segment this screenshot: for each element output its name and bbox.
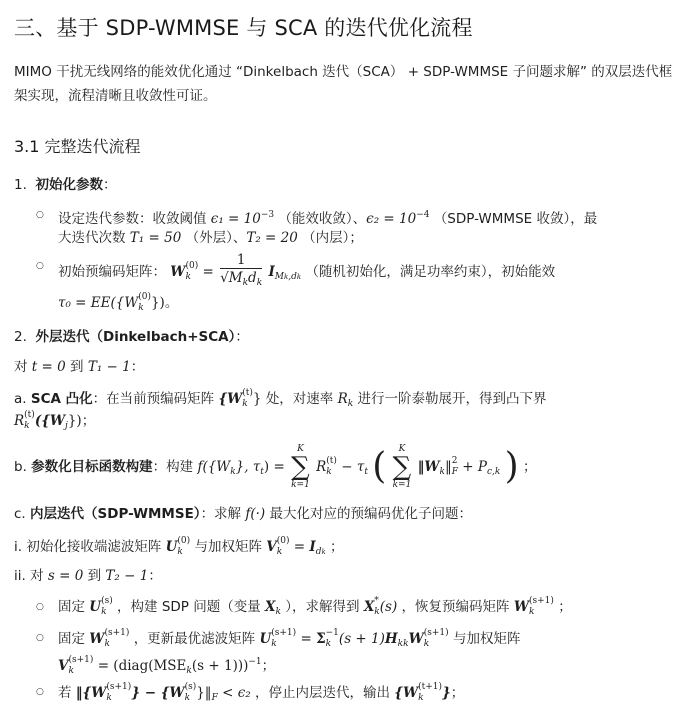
b-Rsup: (t) (326, 456, 337, 466)
i-Vsub: k (276, 547, 283, 557)
a-Wsup: (t) (242, 388, 253, 398)
sum-lower-2: k=1 (392, 480, 412, 490)
eps2-exponent: −4 (416, 210, 430, 220)
a-lbsub: k (24, 421, 30, 431)
step1-bullet2-line2 (58, 292, 178, 314)
p3-sub1: k (106, 693, 112, 703)
p2-H: H (384, 631, 398, 647)
right-paren-icon: ) (504, 446, 519, 487)
b-end: ； (522, 459, 537, 475)
p2-Vend: (s + 1))) (191, 658, 249, 674)
p2-Veq: = (diag(MSE (93, 658, 187, 674)
tau0-sup: (0) (138, 292, 151, 302)
step-i-line (14, 536, 344, 562)
p2-Hsub: kk (397, 639, 409, 649)
p2-W2sup: (s+1) (423, 628, 449, 638)
p2-Vexp: −1 (248, 657, 262, 667)
loop-a: 对 (14, 359, 32, 375)
b1-text-e: （外层）、 (185, 230, 247, 246)
step-ii-line (14, 566, 162, 586)
i-eq: = (293, 539, 310, 555)
step2-colon: ： (235, 329, 249, 345)
b-f2: }, τ (235, 459, 261, 475)
bullet-icon: ○ (36, 633, 44, 643)
i-text2: 与加权矩阵 (194, 539, 267, 555)
b-Rsub: k (326, 467, 332, 477)
b-normend: ‖ (445, 459, 452, 475)
p1-Xsub: k (275, 607, 281, 617)
p2-Wsup: (s+1) (104, 628, 130, 638)
b1-text-f: （内层）； (302, 230, 363, 246)
b-normsub: k (439, 467, 445, 477)
p3-expr3: }‖ (196, 685, 212, 701)
p3-sub3: F (211, 693, 218, 703)
W0-matrix: W (170, 264, 186, 280)
b-minus: − τ (341, 459, 365, 475)
step2-header (14, 327, 249, 347)
p2-Sig: Σ (316, 631, 326, 647)
d-symbol: d (248, 270, 257, 286)
i-Isub2: k (321, 548, 326, 556)
identity-sub-M: M (274, 272, 284, 282)
p2-Vsub: k (68, 666, 74, 676)
b1-text-c: （SDP-WMMSE 收敛），最 (433, 211, 598, 227)
i-Usub: k (177, 547, 183, 557)
p2-eq: = (300, 631, 317, 647)
left-paren-icon: ( (372, 446, 387, 487)
p3-sup1: (s+1) (106, 682, 132, 692)
b2-text-a: 初始预编码矩阵： (58, 264, 166, 280)
c-f: f(·) (245, 506, 266, 522)
p3-outend: } (442, 685, 451, 701)
step1-title: 初始化参数 (35, 177, 103, 193)
p2-W: W (89, 631, 105, 647)
T1-expr: T₁ = 50 (129, 230, 182, 246)
sum-operator-2 (393, 444, 412, 490)
p2-Sigsup: −1 (325, 628, 339, 638)
p1-Xssub: k (374, 607, 380, 617)
b-plus: + P (462, 459, 487, 475)
i-I: I (309, 539, 316, 555)
p3-outsup: (t+1) (418, 682, 443, 692)
b-norm: ‖W (417, 459, 440, 475)
loop-T: T₁ − 1 (87, 359, 131, 375)
ii-T: T₂ − 1 (105, 568, 149, 584)
a-title: SCA 凸化 (30, 391, 93, 407)
page-heading: 三、基于 SDP-WMMSE 与 SCA 的迭代优化流程 (14, 16, 473, 40)
W0-sub: k (185, 272, 191, 282)
sum-lower: k=1 (291, 480, 310, 490)
tau0-sub: k (138, 303, 144, 313)
b2-text-b: （随机初始化，满足功率约束），初始能效 (305, 264, 556, 280)
intro-paragraph: MIMO 干扰无线网络的能效优化通过 “Dinkelbach 迭代（SCA） + SDP-WMMSE 子问题求解” 的双层迭代框架实现，流程清晰且收敛性可证。 (14, 64, 673, 104)
p2-Wsub: k (104, 639, 110, 649)
p3-sub2: k (184, 693, 191, 703)
W0-sup: (0) (185, 261, 199, 271)
p3-b: ，停止内层迭代，输出 (254, 685, 395, 701)
a-Wend: } (252, 391, 262, 407)
b1-text-d: 大迭代次数 (58, 230, 130, 246)
p2-b: ，更新最优滤波矩阵 (133, 631, 260, 647)
b-f: f({W (197, 459, 231, 475)
inner-bullet2-line2 (58, 652, 275, 681)
step-a-line2 (14, 410, 95, 436)
b-text: ：构建 (152, 459, 198, 475)
bullet-icon: ○ (36, 687, 44, 697)
p1-end: ； (558, 599, 572, 615)
sigma-icon: ∑ (291, 452, 310, 482)
identity-I: I (268, 264, 275, 280)
step2-title: 外层迭代（Dinkelbach+SCA） (35, 329, 236, 345)
bullet-icon: ○ (36, 261, 44, 271)
sum-upper: K (297, 444, 304, 454)
W0-equals: = (202, 264, 219, 280)
fraction-numerator: 1 (220, 252, 262, 269)
p1-U: U (89, 599, 102, 615)
p2-Vsup: (s+1) (68, 655, 94, 665)
step-c-line (14, 504, 472, 524)
p1-Xsend: (s) (379, 599, 398, 615)
p2-W2sub: k (423, 639, 430, 649)
sigma-icon: ∑ (392, 452, 412, 482)
M-sub: k (242, 278, 249, 288)
c-label: c. (14, 506, 31, 522)
step1-bullet2-line1 (58, 250, 555, 294)
eps1-exponent: −3 (260, 210, 275, 220)
p2-end: ； (261, 658, 276, 674)
i-Usup: (0) (177, 536, 191, 546)
a-lbsub2: j (65, 421, 68, 431)
a-Wsub: k (242, 399, 248, 409)
normalization-fraction (220, 252, 262, 292)
tau0-expr: τ₀ = EE({W (58, 295, 139, 311)
a-text2: 处，对速率 (265, 391, 338, 407)
sum-operator (291, 444, 310, 490)
p2-Sigsub: k (325, 639, 332, 649)
a-lbend: ({W (34, 413, 66, 429)
sum-upper-2: K (398, 444, 406, 454)
a-R: R (337, 391, 348, 407)
a-lbend2: })； (67, 413, 96, 429)
b-label: b. (14, 459, 32, 475)
p3-expr1: ‖{W (75, 685, 107, 701)
b1-text-a: 设定迭代参数：收敛阈值 (58, 211, 211, 227)
loop-b: 到 (65, 359, 88, 375)
step1-bullet1-line1 (58, 205, 597, 229)
p1-Xssup: * (374, 596, 379, 606)
step1-colon: ： (102, 177, 117, 193)
step1-bullet1-line2 (58, 228, 363, 248)
step1-number: 1. (14, 177, 27, 193)
a-Rsub: k (347, 399, 354, 409)
ii-s: s = 0 (47, 568, 84, 584)
section-heading: 3.1 完整迭代流程 (14, 137, 141, 156)
b-normsup: 2 (451, 456, 458, 466)
p1-Usub: k (101, 607, 107, 617)
b-minussub: t (364, 467, 368, 477)
p3-outsub: k (418, 693, 424, 703)
b-normsub2: F (451, 467, 458, 477)
i-U: U (165, 539, 178, 555)
T2-expr: T₂ = 20 (246, 230, 298, 246)
p1-b: ，构建 SDP 问题（变量 (117, 599, 266, 615)
c-title: 内层迭代（SDP-WMMSE） (30, 506, 201, 522)
b-fsub2: t (260, 467, 264, 477)
p1-Wsub: k (529, 607, 535, 617)
bullet-icon: ○ (36, 210, 44, 220)
i-Isub: d (315, 547, 322, 557)
p2-V: V (58, 658, 69, 674)
p3-out: {W (394, 685, 419, 701)
a-text1: ：在当前预编码矩阵 (92, 391, 219, 407)
p3-expr2: } − {W (131, 685, 185, 701)
d-sub: k (256, 278, 263, 288)
p1-Xs: X (363, 599, 375, 615)
inner-bullet1 (58, 596, 572, 622)
p2-mid: (s + 1) (338, 631, 385, 647)
p1-a: 固定 (58, 599, 90, 615)
p3-expr4: < ϵ₂ (217, 685, 251, 701)
i-Vsup: (0) (276, 536, 290, 546)
inner-bullet3 (58, 682, 464, 708)
eps1-expr: ϵ₁ = 10 (210, 211, 261, 227)
fraction-denominator: √M (220, 270, 243, 286)
p3-sup2: (s) (184, 682, 197, 692)
p2-c: 与加权矩阵 (452, 631, 521, 647)
p3-a: 若 (58, 685, 76, 701)
p2-U: U (259, 631, 272, 647)
identity-sub-d: ,d (288, 272, 297, 282)
ii-end: ： (148, 568, 162, 584)
c-text2: 最大化对应的预编码优化子问题： (265, 506, 472, 522)
p1-Wsup: (s+1) (529, 596, 554, 606)
b-title: 参数化目标函数构建 (31, 459, 153, 475)
p1-d: ，恢复预编码矩阵 (401, 599, 514, 615)
b1-text-b: （能效收敛）、 (278, 211, 367, 227)
i-V: V (266, 539, 277, 555)
step1-header (14, 175, 116, 195)
i-end: ； (330, 539, 344, 555)
c-text: ：求解 (200, 506, 246, 522)
i-text: i. 初始化接收端滤波矩阵 (14, 539, 166, 555)
a-text3: 进行一阶泰勒展开，得到凸下界 (357, 391, 547, 407)
p3-end: ； (450, 685, 465, 701)
a-W: {W (218, 391, 243, 407)
bullet-icon: ○ (36, 602, 44, 612)
p1-X: X (265, 599, 276, 615)
inner-bullet2-line1 (58, 628, 520, 654)
tau0-end: })。 (150, 295, 179, 311)
a-lbsup: (t) (24, 410, 35, 420)
a-lb: R (14, 413, 25, 429)
b-fsub: k (230, 467, 236, 477)
b-f3: ) = (263, 459, 290, 475)
p2-Usub: k (271, 639, 277, 649)
outer-loop-line (14, 357, 144, 377)
step2-number: 2. (14, 329, 27, 345)
p2-a: 固定 (58, 631, 90, 647)
ii-to: 到 (83, 568, 106, 584)
identity-sub-k: k (284, 273, 289, 281)
loop-t: t = 0 (31, 359, 66, 375)
p1-W: W (513, 599, 529, 615)
p2-Vsub2: k (186, 666, 192, 676)
eps2-expr: ϵ₂ = 10 (366, 211, 417, 227)
p1-Usup: (s) (101, 596, 113, 606)
ii-text: ii. 对 (14, 568, 48, 584)
step-b-line (14, 438, 536, 496)
loop-c: ： (130, 359, 145, 375)
p2-W2: W (408, 631, 424, 647)
a-label: a. (14, 391, 31, 407)
identity-sub-dk: k (296, 273, 302, 281)
b-R: R (316, 459, 327, 475)
p1-c: ），求解得到 (285, 599, 364, 615)
b-plussub: c,k (486, 467, 501, 477)
p2-Usup: (s+1) (271, 628, 297, 638)
